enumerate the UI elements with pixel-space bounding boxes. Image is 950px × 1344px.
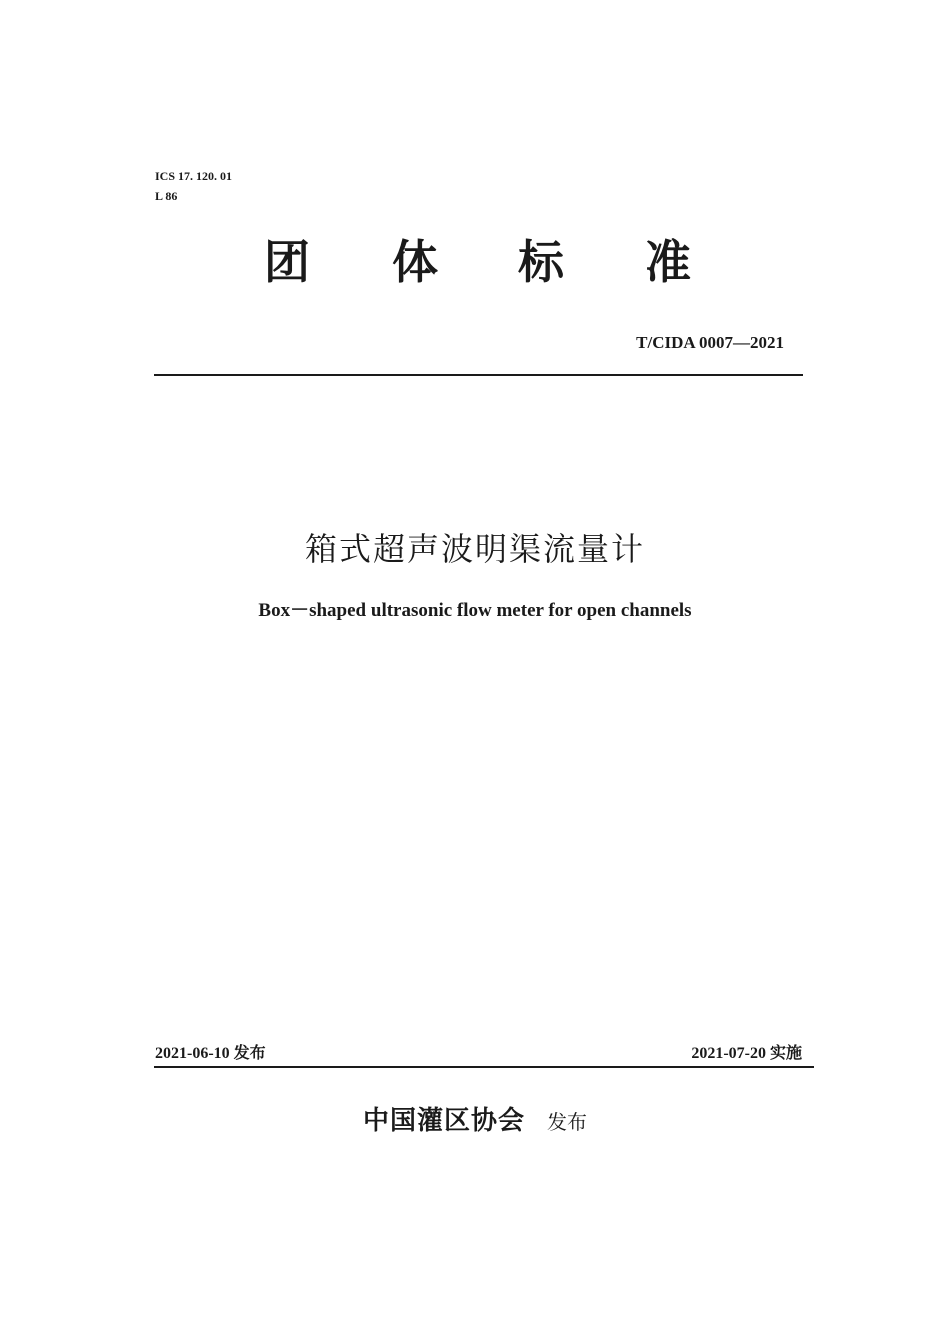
ics-code: ICS 17. 120. 01 bbox=[155, 169, 233, 183]
document-title-english: Box－shaped ultrasonic flow meter for open channels bbox=[258, 600, 692, 621]
standard-number: T/CIDA 0007—2021 bbox=[636, 333, 784, 352]
ccs-code: L 86 bbox=[155, 189, 178, 203]
issuer-line bbox=[0, 1100, 950, 1137]
document-title-chinese: 箱式超声波明渠流量计 bbox=[304, 530, 645, 568]
header-divider bbox=[154, 374, 803, 376]
standard-type-char: 体 bbox=[392, 235, 438, 289]
standard-type-char: 标 bbox=[518, 235, 564, 289]
standard-type-heading bbox=[0, 232, 950, 292]
standard-type-char: 团 bbox=[264, 235, 310, 289]
implementation-date: 2021-07-20 实施 bbox=[691, 1045, 802, 1062]
issue-date: 2021-06-10 发布 bbox=[155, 1045, 266, 1062]
footer-divider bbox=[154, 1066, 814, 1068]
classification-block bbox=[155, 166, 232, 206]
issuing-organization: 中国灌区协会 bbox=[362, 1106, 525, 1135]
issuing-action: 发布 bbox=[547, 1110, 587, 1134]
standard-type-char: 准 bbox=[645, 235, 691, 289]
